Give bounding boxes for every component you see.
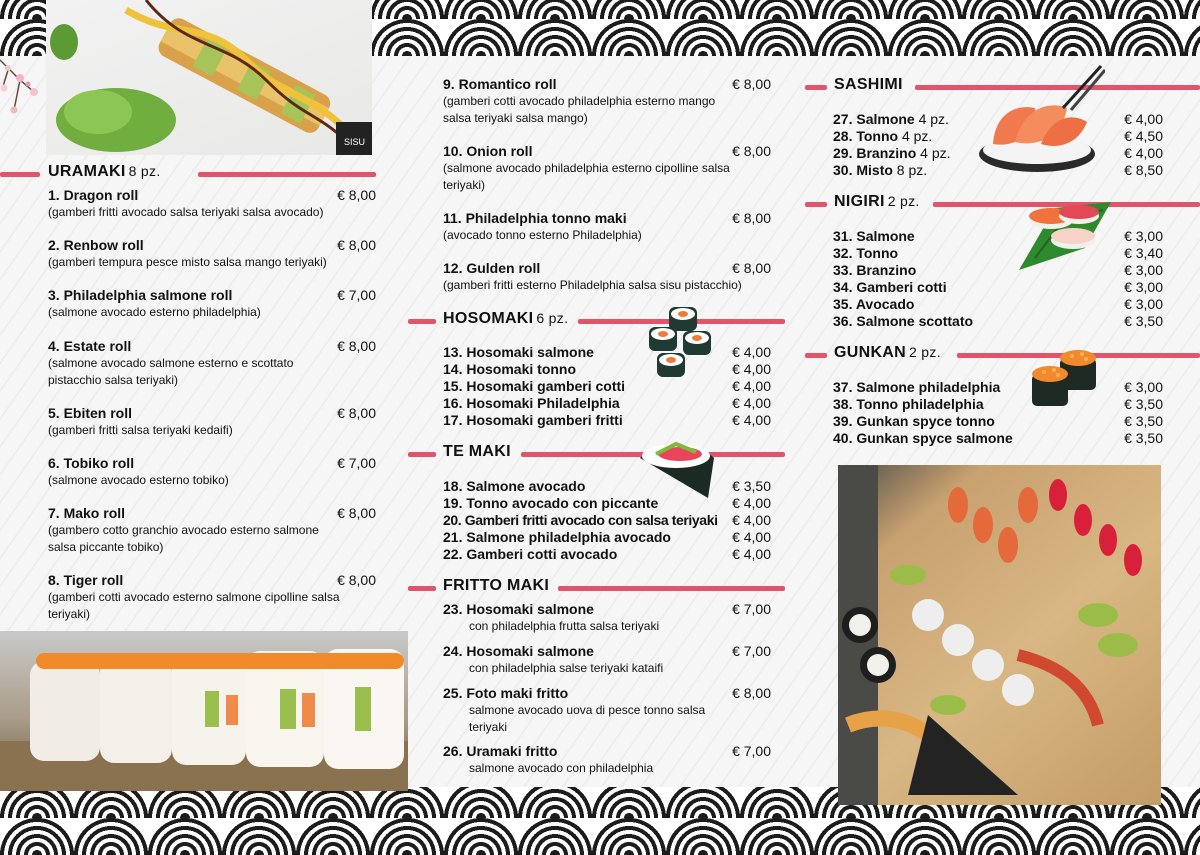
item-name: 4. Estate roll bbox=[48, 338, 132, 354]
item-name: 31. Salmone bbox=[833, 228, 915, 244]
item-price: € 4,00 bbox=[1124, 111, 1163, 127]
item-price: € 4,00 bbox=[732, 395, 771, 411]
item-price: € 8,00 bbox=[337, 505, 376, 521]
item-price: € 3,50 bbox=[1124, 313, 1163, 329]
hosomaki-header bbox=[408, 310, 785, 332]
gunkan-header bbox=[805, 344, 1200, 366]
dragon-roll-photo bbox=[46, 0, 372, 155]
menu-item-gunkan-salmone-philadelphia bbox=[833, 379, 1163, 396]
item-name: 22. Gamberi cotti avocado bbox=[443, 546, 618, 562]
uramaki-title: URAMAKI bbox=[48, 163, 126, 180]
item-name: 8. Tiger roll bbox=[48, 572, 124, 588]
menu-item-temaki-gamberi-fritti bbox=[443, 512, 771, 529]
menu-item-romantico-roll bbox=[443, 76, 771, 127]
item-price: € 8,00 bbox=[337, 338, 376, 354]
item-price: € 4,00 bbox=[732, 344, 771, 360]
item-name: 2. Renbow roll bbox=[48, 237, 144, 253]
item-name: 23. Hosomaki salmone bbox=[443, 601, 594, 617]
item-name: 34. Gamberi cotti bbox=[833, 279, 947, 295]
logo-text: SISU bbox=[344, 137, 366, 147]
menu-item-gunkan-tonno-philadelphia bbox=[833, 396, 1163, 413]
item-name: 30. Misto bbox=[833, 162, 893, 178]
menu-item-foto-maki-fritto bbox=[443, 685, 771, 736]
item-price: € 8,00 bbox=[732, 685, 771, 701]
sashimi-title: SASHIMI bbox=[834, 76, 903, 93]
menu-item-sashimi-misto bbox=[833, 162, 1163, 179]
menu-item-hosomaki-gamberi-fritti bbox=[443, 412, 771, 429]
menu-item-nigiri-avocado bbox=[833, 296, 1163, 313]
gunkan-qty: 2 pz. bbox=[909, 344, 941, 360]
item-name: 26. Uramaki fritto bbox=[443, 743, 558, 759]
nigiri-qty: 2 pz. bbox=[887, 193, 920, 209]
item-price: € 3,00 bbox=[1124, 262, 1163, 278]
menu-item-sashimi-branzino bbox=[833, 145, 1163, 162]
item-description: (gamberi cotti avocado esterno salmone cipolline salsa teriyaki) bbox=[48, 590, 340, 621]
menu-item-nigiri-tonno bbox=[833, 245, 1163, 262]
fritto-maki-title: FRITTO MAKI bbox=[443, 577, 550, 594]
item-price: € 8,00 bbox=[337, 187, 376, 203]
item-name: 40. Gunkan spyce salmone bbox=[833, 430, 1013, 446]
menu-item-philadelphia-salmone-roll bbox=[48, 287, 376, 321]
item-price: € 8,00 bbox=[337, 405, 376, 421]
item-name: 36. Salmone scottato bbox=[833, 313, 974, 329]
item-price: € 7,00 bbox=[732, 643, 771, 659]
item-description: (gamberi tempura pesce misto salsa mango teriyaki) bbox=[48, 255, 327, 269]
menu-item-mako-roll bbox=[48, 505, 376, 556]
menu-item-hosomaki-philadelphia bbox=[443, 395, 771, 412]
item-price: € 8,00 bbox=[337, 572, 376, 588]
item-price: € 4,00 bbox=[732, 361, 771, 377]
item-description: salmone avocado con philadelphia bbox=[469, 761, 654, 775]
item-description: salmone avocado uova di pesce tonno salsa teriyaki bbox=[469, 703, 706, 734]
item-price: € 4,00 bbox=[732, 529, 771, 545]
item-price: € 4,00 bbox=[732, 546, 771, 562]
item-description: (salmone avocado esterno tobiko) bbox=[48, 473, 229, 487]
item-description: (salmone avocado salmone esterno e scottato pistacchio salsa teriyaki) bbox=[48, 356, 294, 387]
item-price: € 7,00 bbox=[732, 743, 771, 759]
item-price: € 3,00 bbox=[1124, 379, 1163, 395]
item-name: 38. Tonno philadelphia bbox=[833, 396, 984, 412]
item-name: 3. Philadelphia salmone roll bbox=[48, 287, 233, 303]
item-price: € 8,00 bbox=[732, 260, 771, 276]
menu-item-temaki-tonno-avocado bbox=[443, 495, 771, 512]
item-name: 27. Salmone bbox=[833, 111, 915, 127]
menu-item-estate-roll bbox=[48, 338, 376, 389]
item-name: 25. Foto maki fritto bbox=[443, 685, 569, 701]
item-name: 15. Hosomaki gamberi cotti bbox=[443, 378, 626, 394]
item-name: 16. Hosomaki Philadelphia bbox=[443, 395, 620, 411]
item-name: 10. Onion roll bbox=[443, 143, 533, 159]
item-qty: 4 pz. bbox=[901, 128, 933, 144]
item-description: (salmone avocado philadelphia esterno cipolline salsa teriyaki) bbox=[443, 161, 730, 192]
item-description: (gamberi fritti avocado salsa teriyaki salsa avocado) bbox=[48, 205, 324, 219]
menu-item-gunkan-spyce-salmone bbox=[833, 430, 1163, 447]
item-name: 5. Ebiten roll bbox=[48, 405, 133, 421]
menu-item-sashimi-tonno bbox=[833, 128, 1163, 145]
menu-item-nigiri-gamberi-cotti bbox=[833, 279, 1163, 296]
item-name: 33. Branzino bbox=[833, 262, 917, 278]
menu-item-uramaki-fritto bbox=[443, 743, 771, 777]
item-name: 24. Hosomaki salmone bbox=[443, 643, 594, 659]
item-name: 9. Romantico roll bbox=[443, 76, 557, 92]
menu-item-hosomaki-gamberi-cotti bbox=[443, 378, 771, 395]
item-name: 19. Tonno avocado con piccante bbox=[443, 495, 659, 511]
item-description: (salmone avocado esterno philadelphia) bbox=[48, 305, 261, 319]
menu-item-nigiri-salmone bbox=[833, 228, 1163, 245]
menu-item-gunkan-spyce-tonno bbox=[833, 413, 1163, 430]
nigiri-header bbox=[805, 193, 1200, 215]
cherry-blossom-decoration bbox=[0, 40, 46, 130]
menu-item-fritto-hosomaki-salmone-1 bbox=[443, 601, 771, 635]
item-price: € 8,00 bbox=[732, 143, 771, 159]
item-name: 29. Branzino bbox=[833, 145, 917, 161]
sushi-platter-photo bbox=[838, 465, 1161, 805]
item-name: 18. Salmone avocado bbox=[443, 478, 586, 494]
item-name: 35. Avocado bbox=[833, 296, 915, 312]
uramaki-header bbox=[0, 163, 376, 185]
item-name: 21. Salmone philadelphia avocado bbox=[443, 529, 671, 545]
item-name: 20. Gamberi fritti avocado con salsa teriyaki bbox=[443, 512, 718, 528]
item-description: (avocado tonno esterno Philadelphia) bbox=[443, 228, 642, 242]
hosomaki-title: HOSOMAKI bbox=[443, 310, 534, 327]
tobiko-roll-photo bbox=[0, 631, 408, 791]
item-name: 39. Gunkan spyce tonno bbox=[833, 413, 995, 429]
menu-item-onion-roll bbox=[443, 143, 771, 194]
item-price: € 3,40 bbox=[1124, 245, 1163, 261]
item-price: € 4,00 bbox=[732, 495, 771, 511]
item-price: € 3,50 bbox=[1124, 413, 1163, 429]
item-price: € 3,50 bbox=[1124, 430, 1163, 446]
item-name: 12. Gulden roll bbox=[443, 260, 541, 276]
item-price: € 4,50 bbox=[1124, 128, 1163, 144]
item-description: (gamberi cotti avocado philadelphia esterno mango salsa teriyaki salsa mango) bbox=[443, 94, 716, 125]
menu-item-fritto-hosomaki-salmone-2 bbox=[443, 643, 771, 677]
nigiri-title: NIGIRI bbox=[834, 193, 885, 210]
item-price: € 7,00 bbox=[337, 287, 376, 303]
menu-item-ebiten-roll bbox=[48, 405, 376, 439]
item-name: 11. Philadelphia tonno maki bbox=[443, 210, 627, 226]
menu-item-dragon-roll bbox=[48, 187, 376, 221]
menu-item-tobiko-roll bbox=[48, 455, 376, 489]
item-price: € 3,00 bbox=[1124, 296, 1163, 312]
menu-item-temaki-gamberi-cotti bbox=[443, 546, 771, 563]
item-description: con philadelphia frutta salsa teriyaki bbox=[469, 619, 660, 633]
item-name: 37. Salmone philadelphia bbox=[833, 379, 1001, 395]
temaki-title: TE MAKI bbox=[443, 443, 511, 460]
menu-item-hosomaki-salmone bbox=[443, 344, 771, 361]
item-qty: 4 pz. bbox=[920, 145, 951, 161]
item-description: con philadelphia salse teriyaki kataifi bbox=[469, 661, 664, 675]
item-price: € 4,00 bbox=[732, 412, 771, 428]
menu-item-tiger-roll bbox=[48, 572, 376, 623]
item-description: (gamberi fritti salsa teriyaki kedaifi) bbox=[48, 423, 233, 437]
item-name: 13. Hosomaki salmone bbox=[443, 344, 594, 360]
item-price: € 3,00 bbox=[1124, 228, 1163, 244]
item-price: € 4,00 bbox=[732, 378, 771, 394]
menu-item-renbow-roll bbox=[48, 237, 376, 271]
item-price: € 8,00 bbox=[337, 237, 376, 253]
menu-item-gulden-roll bbox=[443, 260, 771, 294]
hosomaki-qty: 6 pz. bbox=[536, 310, 569, 326]
menu-item-philadelphia-tonno-maki bbox=[443, 210, 771, 244]
item-description: (gambero cotto granchio avocado esterno salmone salsa piccante tobiko) bbox=[48, 523, 319, 554]
item-price: € 3,50 bbox=[732, 478, 771, 494]
item-name: 7. Mako roll bbox=[48, 505, 126, 521]
uramaki-qty: 8 pz. bbox=[128, 163, 161, 179]
menu-item-temaki-salmone-philadelphia bbox=[443, 529, 771, 546]
item-qty: 8 pz. bbox=[896, 162, 928, 178]
item-name: 32. Tonno bbox=[833, 245, 899, 261]
item-price: € 4,00 bbox=[732, 512, 771, 528]
item-name: 17. Hosomaki gamberi fritti bbox=[443, 412, 623, 428]
menu-item-nigiri-branzino bbox=[833, 262, 1163, 279]
item-price: € 8,50 bbox=[1124, 162, 1163, 178]
item-description: (gamberi fritti esterno Philadelphia salsa sisu pistacchio) bbox=[443, 278, 742, 292]
temaki-header bbox=[408, 443, 785, 465]
menu-item-temaki-salmone-avocado bbox=[443, 478, 771, 495]
item-price: € 8,00 bbox=[732, 76, 771, 92]
item-qty: 4 pz. bbox=[918, 111, 949, 127]
menu-item-sashimi-salmone bbox=[833, 111, 1163, 128]
gunkan-title: GUNKAN bbox=[834, 344, 907, 361]
item-name: 1. Dragon roll bbox=[48, 187, 139, 203]
item-price: € 8,00 bbox=[732, 210, 771, 226]
item-price: € 7,00 bbox=[337, 455, 376, 471]
item-name: 14. Hosomaki tonno bbox=[443, 361, 577, 377]
item-name: 6. Tobiko roll bbox=[48, 455, 135, 471]
fritto-maki-header bbox=[408, 577, 785, 599]
item-price: € 3,50 bbox=[1124, 396, 1163, 412]
item-price: € 7,00 bbox=[732, 601, 771, 617]
item-price: € 4,00 bbox=[1124, 145, 1163, 161]
item-price: € 3,00 bbox=[1124, 279, 1163, 295]
item-name: 28. Tonno bbox=[833, 128, 899, 144]
menu-item-hosomaki-tonno bbox=[443, 361, 771, 378]
menu-item-nigiri-salmone-scottato bbox=[833, 313, 1163, 330]
